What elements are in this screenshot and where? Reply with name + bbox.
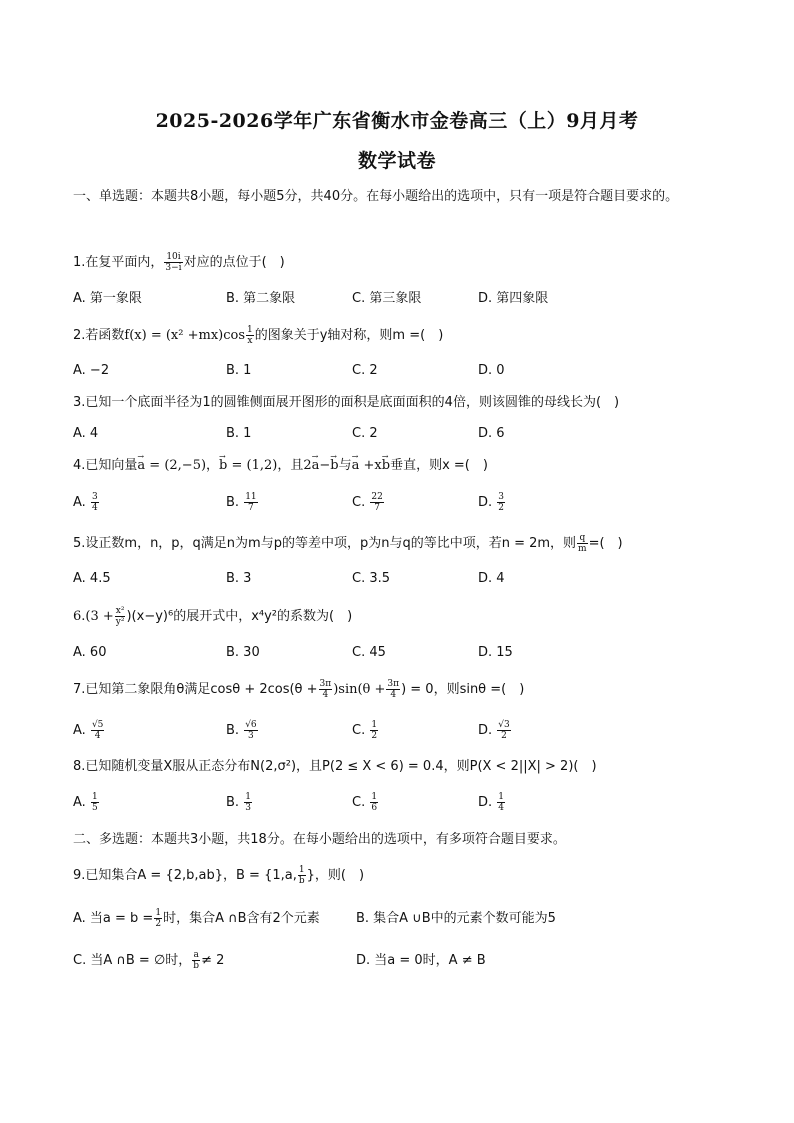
q8-option-d[interactable]: D. $\frac{1}{4}$ — [478, 792, 505, 813]
q5-fraction: $\frac{q}{m}$ — [578, 533, 587, 554]
question-6 — [73, 606, 352, 628]
q6-option-b[interactable]: B. 30 — [226, 645, 260, 660]
q7-text-post: ) = 0，则sinθ =( ) — [401, 682, 525, 697]
q9-option-a[interactable]: A. 当a = b = $\frac{1}{2}$ 时，集合A ∩B含有2个元素 — [73, 908, 320, 929]
q6-option-a[interactable]: A. 60 — [73, 645, 107, 660]
q2-expression: f(x) = (x² +mx)cos — [124, 328, 245, 343]
q6-text-pre: 6.(3 + — [73, 609, 114, 624]
q4-text-post: 垂直，则x =( ) — [390, 458, 488, 473]
question-4 — [73, 455, 488, 477]
q7-text-pre: 7.已知第二象限角θ满足cosθ + 2cos(θ + — [73, 682, 318, 697]
q4-option-d[interactable]: D. $\frac{3}{2}$ — [478, 492, 505, 513]
section-single-choice-heading: 一、单选题：本题共8小题，每小题5分，共40分。在每小题给出的选项中，只有一项是符合题目要求的。 — [73, 189, 679, 204]
q4-option-b[interactable]: B. $\frac{11}{7}$ — [226, 492, 257, 513]
question-9 — [73, 865, 364, 887]
exam-subtitle: 数学试卷 — [357, 150, 436, 172]
question-2 — [73, 325, 443, 347]
q9-option-b[interactable]: B. 集合A ∪B中的元素个数可能为5 — [356, 911, 556, 926]
q4-and: 与 — [338, 458, 352, 473]
q1-option-d[interactable]: D. 第四象限 — [478, 291, 549, 306]
question-8: 8.已知随机变量X服从正态分布N(2,σ²)，且P(2 ≤ X < 6) = 0.4，则P(X < 2||X| > 2)( ) — [73, 759, 597, 774]
q3-option-a[interactable]: A. 4 — [73, 426, 99, 441]
q1-text-pre: 1.在复平面内， — [73, 255, 164, 270]
q2-option-c[interactable]: C. 2 — [352, 363, 378, 378]
q6-option-c[interactable]: C. 45 — [352, 645, 386, 660]
q9-option-c[interactable]: C. 当A ∩B = ∅时， $\frac{a}{b}$ ≠ 2 — [73, 950, 225, 971]
q8-option-c[interactable]: C. $\frac{1}{6}$ — [352, 792, 378, 813]
q2-option-b[interactable]: B. 1 — [226, 363, 252, 378]
q2-option-a[interactable]: A. −2 — [73, 363, 110, 378]
vector-a: → a — [137, 455, 145, 477]
vector-b: → b — [219, 455, 227, 477]
q4-minus: − — [319, 458, 331, 473]
q8-option-b[interactable]: B. $\frac{1}{3}$ — [226, 792, 251, 813]
q1-option-a[interactable]: A. 第一象限 — [73, 291, 142, 306]
q5-option-c[interactable]: C. 3.5 — [352, 571, 391, 586]
q7-text-mid: )sin(θ + — [333, 682, 386, 697]
question-3: 3.已知一个底面半径为1的圆锥侧面展开图形的面积是底面面积的4倍，则该圆锥的母线长为( ) — [73, 395, 620, 410]
q7-option-a[interactable]: A. $\frac{√5}{4}$ — [73, 720, 104, 741]
q9-text-pre: 9.已知集合A = {2,b,ab}，B = {1,a, — [73, 868, 297, 883]
q7-option-d[interactable]: D. $\frac{√3}{2}$ — [478, 720, 510, 741]
q5-option-a[interactable]: A. 4.5 — [73, 571, 111, 586]
q2-text-post: 的图象关于y轴对称，则m =( ) — [254, 328, 444, 343]
q1-option-c[interactable]: C. 第三象限 — [352, 291, 422, 306]
q5-option-b[interactable]: B. 3 — [226, 571, 252, 586]
q5-text-pre: 5.设正数m，n，p，q满足n为m与p的等差中项，p为n与q的等比中项，若n = 2m，则 — [73, 536, 577, 551]
q4-option-c[interactable]: C. $\frac{22}{7}$ — [352, 492, 383, 513]
q6-text-post: )(x−y)⁶的展开式中，x⁴y²的系数为( ) — [126, 609, 353, 624]
q8-option-a[interactable]: A. $\frac{1}{5}$ — [73, 792, 98, 813]
q4-b-value: = (1,2)，且2 — [227, 458, 312, 473]
q4-text-pre: 4.已知向量 — [73, 458, 138, 473]
q7-option-c[interactable]: C. $\frac{1}{2}$ — [352, 720, 378, 741]
q3-option-d[interactable]: D. 6 — [478, 426, 505, 441]
q2-text-pre: 2.若函数 — [73, 328, 125, 343]
q6-option-d[interactable]: D. 15 — [478, 645, 513, 660]
question-5 — [73, 533, 623, 555]
q1-option-b[interactable]: B. 第二象限 — [226, 291, 296, 306]
q1-text-post: 对应的点位于( ) — [183, 255, 285, 270]
vector-b: → b — [382, 455, 390, 477]
q6-fraction: $\frac{\text{x²}}{\text{y²}}$ — [115, 606, 125, 627]
q9-fraction: $\frac{1}{b}$ — [298, 865, 305, 886]
vector-b: → b — [330, 455, 338, 477]
q2-option-d[interactable]: D. 0 — [478, 363, 505, 378]
vector-a: → a — [312, 455, 320, 477]
q3-option-b[interactable]: B. 1 — [226, 426, 252, 441]
q2-fraction: $\frac{1}{x}$ — [247, 325, 253, 346]
exam-title: 2025-2026学年广东省衡水市金卷高三（上）9月月考 — [155, 110, 639, 132]
question-1 — [73, 252, 285, 274]
q7-option-b[interactable]: B. $\frac{√6}{3}$ — [226, 720, 257, 741]
section-multi-choice-heading: 二、多选题：本题共3小题，共18分。在每小题给出的选项中，有多项符合题目要求。 — [73, 832, 566, 847]
q7-fraction-2: $\frac{3\pi}{4}$ — [387, 679, 400, 700]
q5-option-d[interactable]: D. 4 — [478, 571, 505, 586]
q4-plus-x: +x — [359, 458, 382, 473]
q3-option-c[interactable]: C. 2 — [352, 426, 378, 441]
q1-fraction: $\frac{10i}{3-i}$ — [165, 252, 182, 273]
question-7 — [73, 679, 524, 701]
q4-a-value: = (2,−5)， — [145, 458, 220, 473]
q7-fraction-1: $\frac{3\pi}{4}$ — [319, 679, 332, 700]
q9-option-d[interactable]: D. 当a = 0时，A ≠ B — [356, 953, 486, 968]
q4-option-a[interactable]: A. $\frac{3}{4}$ — [73, 492, 98, 513]
q5-text-post: =( ) — [588, 536, 623, 551]
vector-a: → a — [352, 455, 360, 477]
q9-text-post: }，则( ) — [306, 868, 365, 883]
